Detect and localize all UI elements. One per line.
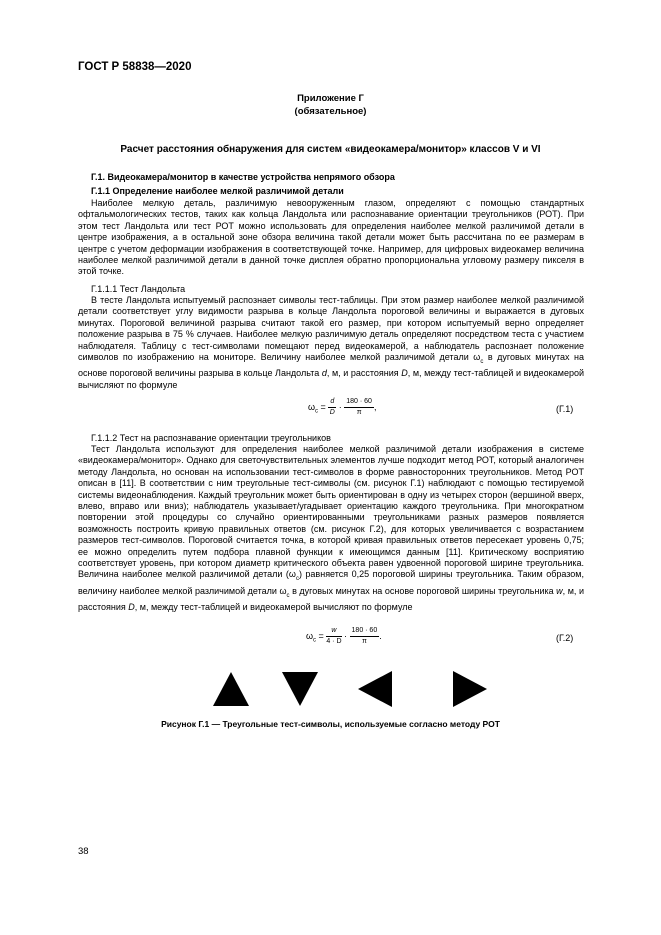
text-segment: Тест Ландольта используют для определения наиболее мелкой различимой детали изображения в системе «видеокамера/монитор». Однако для светочувствительных элементов лучше подходит метод РОТ, который аналогичен методу Ландольта, но основан на использовании тест-символов в форме равносторонних треугольников. Метод РОТ описан в [11]. В соответствии с ним треугольные тест-символы (см. рисунок Г.1) наблюдают с помощью тестируемой системы видеонаблюдения. Каждый треугольник может быть ориентирован в одну из четырех сторон (вершиной вверх, влево, вправо или вниз); наблюдатель указывает/угадывает ориентацию каждого треугольника. При многократном повторении этой процедуры со случайно ориентированными треугольниками разных размеров появляется возможность построить кривую правильных ответов (см. рисунок Г.2), для которых увеличивается с возрастанием размеров тест-символов. Пороговой считается точка, в которой кривая правильных ответов пересекает уровень 0,75; ее можно определить путем подбора плавной функции к имеющимся данным [11]. Критическому восприятию соответствует уровень, при котором диаметр критического объекта равен удвоенной пороговой ширине треугольника. Величина наиболее мелкой различимой детали ( — [78, 444, 584, 580]
standard-header: ГОСТ Р 58838—2020 — [78, 61, 192, 73]
text-segment: в дуговых минутах на основе пороговой ширины треугольника — [289, 585, 557, 596]
fraction-denominator: π — [361, 638, 367, 645]
text-segment: ) равняется 0,25 пороговой ширины треугольника. Таким образом, величину наиболее мелкой различимой детали — [78, 569, 584, 596]
omega-subscript: c — [286, 592, 290, 599]
formula-dot: · — [338, 401, 342, 412]
formula-lhs-sub: c — [313, 637, 317, 644]
formula-g2 — [306, 626, 382, 647]
formula-dot: · — [344, 630, 348, 641]
section-g11-paragraph: Наиболее мелкую деталь, различимую невооруженным глазом, определяют с помощью стандартных офтальмологических тестов, таких как кольца Ландольта или распознавание ориентации треугольников (РОТ). При этом тест Ландольта или тест РОТ можно использовать для определения наиболее мелкой различимой детали в центре изображения, а в остальной зоне обзора величина такой детали может быть рассчитана по ее размерам в центре с учетом деформации изображения в соответствующей точке. Например, для цифровых видеокамер величина наиболее мелкой различимой детали в данной точке дисплея обратно пропорциональна угловому размеру пикселя в этой точке. — [78, 198, 584, 277]
triangle-up-icon — [213, 672, 249, 706]
formula-g1 — [308, 397, 376, 418]
formula-end: , — [373, 401, 377, 412]
variable-w: w — [556, 585, 563, 596]
fraction-denominator: 4 · D — [326, 638, 342, 645]
figure-triangles — [200, 668, 500, 710]
section-g112-heading: Г.1.1.2 Тест на распознавание ориентации треугольников — [91, 433, 331, 443]
formula-lhs: ω — [308, 401, 316, 412]
text-segment: в дуговых минутах на основе пороговой величины разрыва в кольце Ландольта — [78, 352, 584, 379]
text-segment: В тесте Ландольта испытуемый распознает символы тест-таблицы. При этом размер наиболее мелкой различимой детали соответствует углу видимости разрыва в кольце Ландольта пороговой величины и выражается в дуговых минутах. Пороговой величиной разрыва считают такой его размер, при котором испытуемый верно определяет положение разрыва в 75 % случаев. Наиболее мелкую различимую деталь определяют посредством теста с участием наблюдателя. Таблицу с тест-символами помещают перед видеокамерой, а наблюдатель распознает положение символов по изображению на мониторе. Величину наиболее мелкой различимой детали — [78, 295, 584, 363]
formula-lhs: ω — [306, 630, 314, 641]
formula-equals: = — [318, 630, 324, 641]
text-segment: , м, и расстояния — [326, 368, 402, 379]
text-segment: , м, между тест-таблицей и видеокамерой вычисляют по формуле — [78, 368, 585, 390]
omega-subscript: c — [480, 358, 484, 365]
omega-symbol: ω — [288, 569, 296, 580]
variable-d: d — [321, 368, 327, 379]
section-g1-heading: Г.1. Видеокамера/монитор в качестве устройства непрямого обзора — [91, 172, 395, 182]
variable-D: D — [128, 601, 135, 612]
section-g111-paragraph — [78, 295, 584, 391]
fraction-numerator: w — [326, 626, 341, 637]
figure-caption: Рисунок Г.1 — Треугольные тест-символы, используемые согласно методу РОТ — [161, 719, 500, 729]
fraction-numerator: d — [328, 397, 336, 408]
omega-symbol: ω — [279, 585, 287, 596]
page-number: 38 — [78, 846, 89, 857]
text-segment: , м, между тест-таблицей и видеокамерой вычисляют по формуле — [134, 601, 413, 612]
fraction-d-over-D — [328, 397, 336, 418]
formula-equals: = — [320, 401, 326, 412]
fraction-numerator: 180 · 60 — [350, 626, 380, 637]
omega-subscript: c — [295, 576, 299, 583]
triangle-down-icon — [282, 672, 318, 706]
formula-g2-number: (Г.2) — [556, 633, 574, 643]
fraction-180-60-over-pi — [350, 626, 380, 647]
appendix-status: (обязательное) — [294, 106, 367, 117]
omega-symbol: ω — [473, 352, 481, 363]
formula-g1-number: (Г.1) — [556, 404, 574, 414]
fraction-w-over-4D — [326, 626, 341, 647]
formula-lhs-sub: c — [315, 408, 319, 415]
main-title: Расчет расстояния обнаружения для систем «видеокамера/монитор» классов V и VI — [120, 144, 541, 155]
text-segment: , м, и расстояния — [78, 585, 584, 612]
formula-end: . — [379, 630, 382, 641]
fraction-denominator: π — [356, 409, 362, 416]
variable-D: D — [401, 368, 408, 379]
appendix-title: Приложение Г — [297, 93, 364, 104]
section-g111-heading: Г.1.1.1 Тест Ландольта — [91, 284, 186, 294]
triangle-right-icon — [453, 671, 487, 707]
section-g112-paragraph — [78, 444, 584, 613]
section-g11-heading: Г.1.1 Определение наиболее мелкой различимой детали — [91, 186, 344, 196]
fraction-denominator: D — [329, 409, 335, 416]
triangle-left-icon — [358, 671, 392, 707]
fraction-numerator: 180 · 60 — [344, 397, 374, 408]
fraction-180-60-over-pi — [344, 397, 374, 418]
